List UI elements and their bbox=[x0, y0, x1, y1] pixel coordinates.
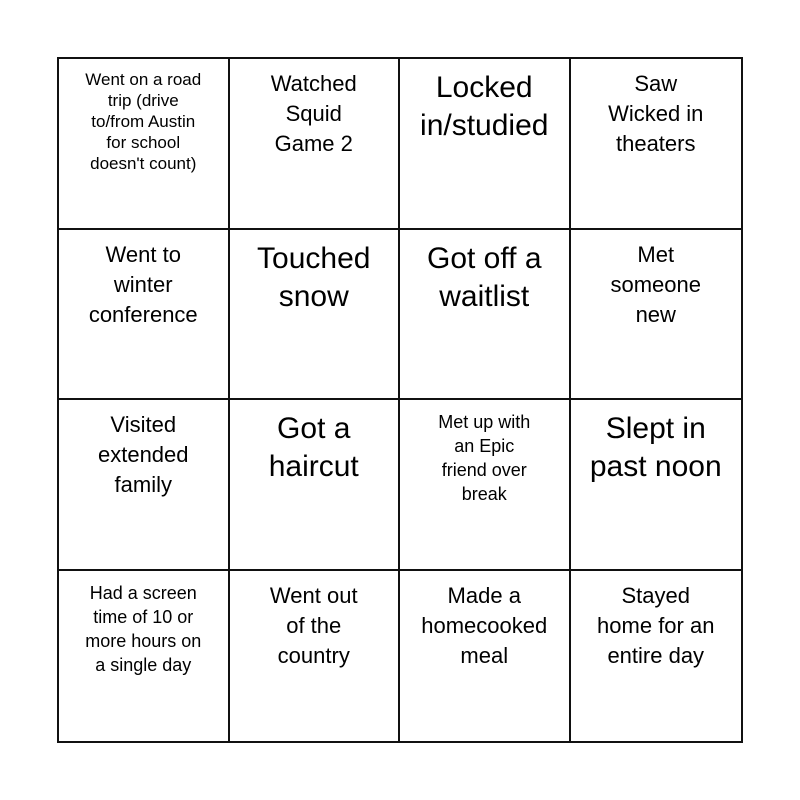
bingo-cell-r1-c1[interactable] bbox=[59, 59, 230, 230]
bingo-cell-r2-c4[interactable] bbox=[571, 230, 742, 401]
bingo-cell-r3-c3[interactable] bbox=[400, 400, 571, 571]
bingo-cell-r4-c2[interactable] bbox=[230, 571, 401, 742]
bingo-cell-text: Slept in past noon bbox=[589, 412, 722, 483]
bingo-cell-text: Had a screen time of 10 or more hours on a single day bbox=[85, 582, 202, 675]
bingo-cell-text: Met someone new bbox=[610, 241, 701, 327]
bingo-cell-text: Made a homecooked meal bbox=[421, 582, 548, 668]
bingo-cell-text: Went to winter conference bbox=[88, 241, 198, 327]
bingo-cell-text: Saw Wicked in theaters bbox=[608, 71, 704, 156]
bingo-cell-text: Went out of the country bbox=[269, 582, 358, 668]
bingo-cell-text: Locked in/studied bbox=[420, 71, 549, 142]
bingo-cell-r4-c1[interactable] bbox=[59, 571, 230, 742]
bingo-cell-r2-c3[interactable] bbox=[400, 230, 571, 401]
bingo-cell-r2-c1[interactable] bbox=[59, 230, 230, 401]
bingo-cell-r2-c2[interactable] bbox=[230, 230, 401, 401]
bingo-cell-r3-c1[interactable] bbox=[59, 400, 230, 571]
bingo-cell-r3-c2[interactable] bbox=[230, 400, 401, 571]
bingo-cell-r1-c2[interactable] bbox=[230, 59, 401, 230]
bingo-cell-text: Watched Squid Game 2 bbox=[270, 71, 357, 156]
bingo-cell-text: Went on a road trip (drive to/from Austin for school doesn't count) bbox=[85, 70, 202, 173]
bingo-cell-r1-c3[interactable] bbox=[400, 59, 571, 230]
bingo-cell-r1-c4[interactable] bbox=[571, 59, 742, 230]
bingo-cell-text: Got a haircut bbox=[268, 412, 359, 483]
bingo-cell-r4-c3[interactable] bbox=[400, 571, 571, 742]
bingo-cell-text: Got off a waitlist bbox=[426, 241, 542, 313]
bingo-cell-text: Touched snow bbox=[257, 241, 371, 313]
bingo-cell-r3-c4[interactable] bbox=[571, 400, 742, 571]
bingo-cell-text: Stayed home for an entire day bbox=[597, 582, 715, 668]
bingo-board bbox=[57, 57, 743, 743]
bingo-cell-text: Met up with an Epic friend over break bbox=[438, 412, 531, 504]
bingo-cell-r4-c4[interactable] bbox=[571, 571, 742, 742]
bingo-cell-text: Visited extended family bbox=[97, 412, 189, 497]
